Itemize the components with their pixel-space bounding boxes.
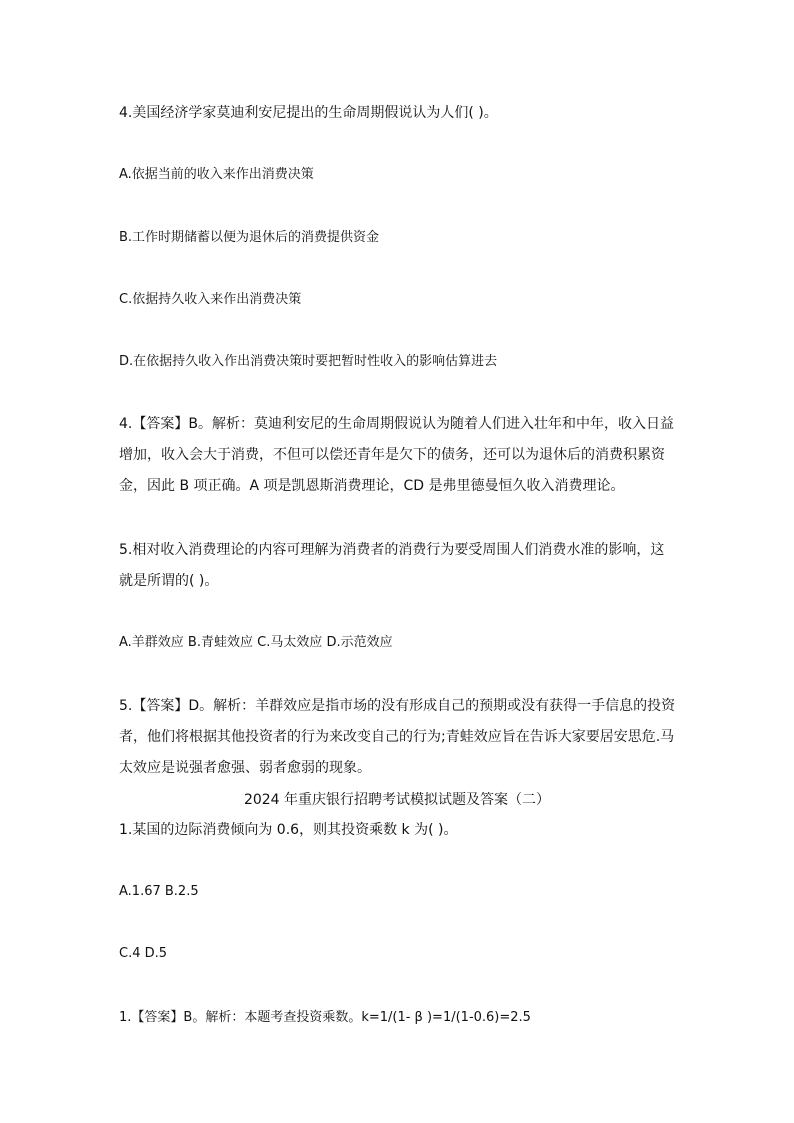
answer-5-line-3: 太效应是说强者愈强、弱者愈弱的现象。 — [119, 760, 371, 776]
answer-4-line-2: 增加，收入会大于消费，不但可以偿还青年是欠下的债务，还可以为退休后的消费积累资 — [119, 447, 665, 463]
answer-4-line-1: 4.【答案】B。解析：莫迪利安尼的生命周期假说认为随着人们进入壮年和中年，收入日益 — [119, 416, 674, 432]
answer-5-line-2: 者，他们将根据其他投资者的行为来改变自己的行为;青蛙效应旨在告诉大家要居安思危.马 — [119, 729, 675, 745]
answer-5-line-1: 5.【答案】D。解析：羊群效应是指市场的没有形成自己的预期或没有获得一手信息的投资 — [119, 698, 676, 714]
question-4-stem: 4.美国经济学家莫迪利安尼提出的生命周期假说认为人们( )。 — [119, 105, 498, 121]
question-4-option-b: B.工作时期储蓄以便为退休后的消费提供资金 — [119, 230, 380, 245]
question-1-options-ab: A.1.67 B.2.5 — [119, 884, 199, 899]
question-5-line-1: 5.相对收入消费理论的内容可理解为消费者的消费行为要受周围人们消费水准的影响，这 — [119, 542, 665, 558]
question-5-options: A.羊群效应 B.青蛙效应 C.马太效应 D.示范效应 — [119, 635, 393, 650]
section-title: 2024 年重庆银行招聘考试模拟试题及答案（二） — [243, 792, 551, 808]
question-4-option-a: A.依据当前的收入来作出消费决策 — [119, 167, 314, 182]
question-1-options-cd: C.4 D.5 — [119, 946, 168, 961]
question-4-option-c: C.依据持久收入来作出消费决策 — [119, 292, 302, 307]
question-1-stem: 1.某国的边际消费倾向为 0.6，则其投资乘数 k 为( )。 — [119, 822, 458, 838]
question-5-line-2: 就是所谓的( )。 — [119, 573, 219, 589]
answer-1: 1.【答案】B。解析：本题考查投资乘数。k=1/(1- β )=1/(1-0.6)=2.5 — [119, 1010, 531, 1025]
answer-4-line-3: 金，因此 B 项正确。A 项是凯恩斯消费理论，CD 是弗里德曼恒久收入消费理论。 — [119, 478, 625, 494]
question-4-option-d: D.在依据持久收入作出消费决策时要把暂时性收入的影响估算进去 — [119, 354, 498, 369]
